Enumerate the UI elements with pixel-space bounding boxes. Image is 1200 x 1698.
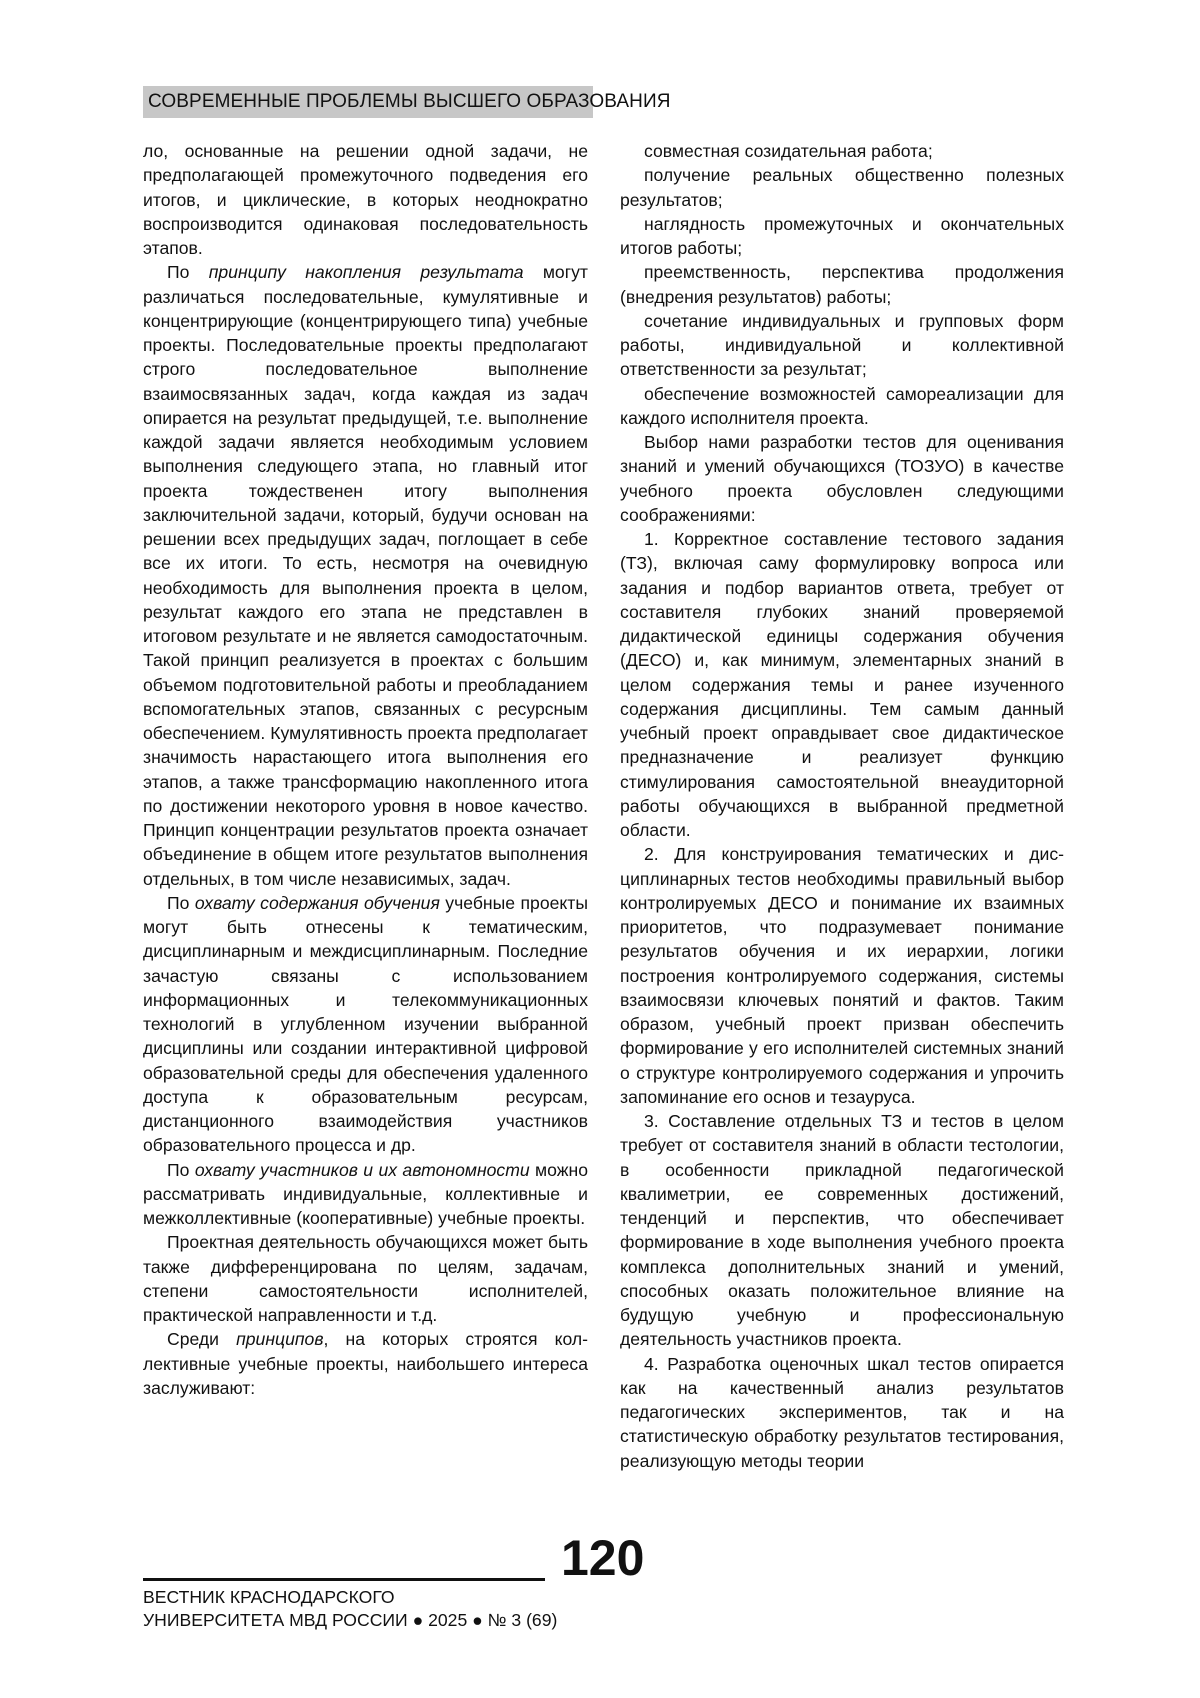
list-item: совместная созидательная работа;: [644, 141, 933, 161]
list-item: сочетание индивидуальных и групповых форм работы, индивидуальной и коллективной ответственности за результат;: [620, 310, 1064, 380]
list-item: получение реальных общественно полезных результатов;: [620, 165, 1064, 210]
journal-title-line-1: ВЕСТНИК КРАСНОДАРСКОГО: [143, 1587, 395, 1607]
paragraph: Выбор нами разработки тестов для оценивания знаний и умений обучающихся (ТОЗУО) в качестве учебного проекта обусловлен следующими соображениями:: [620, 432, 1064, 525]
footer-rule: [143, 1578, 545, 1581]
paragraph: По охвату содержания обучения учебные проекты могут быть отнесены к тематическим, дисциплинарным и междисциплинарным. Последние зачастую связаны с использованием информационных и телекоммуникационных технологий в углубленном изучении выбранной дисциплины или создании интерактивной цифровой образовательной среды для обеспечения удаленного доступа к образовательным ресурсам, дистанционного взаимодействия участников образовательного процесса и др.: [143, 892, 588, 1156]
page-number: 120: [561, 1530, 645, 1586]
list-item: преемственность, перспектива продолжения (внедрения результатов) работы;: [620, 262, 1064, 307]
paragraph: Проектная деятельность обучающихся может быть также дифференцирована по целям, задачам, степени самостоятельности исполнителей, практической направленности и т.д.: [143, 1232, 588, 1325]
journal-title-line-2: УНИВЕРСИТЕТА МВД РОССИИ ● 2025 ● № 3 (69): [143, 1610, 558, 1630]
list-item: обеспечение возможностей самореализации для каждого исполнителя проекта.: [620, 383, 1064, 428]
paragraph: 3. Составление отдельных ТЗ и тестов в целом требует от составителя знаний в области тестологии, в особенности прикладной педагогической квалиметрии, ее современных достижений, тенденций и перспектив, что обеспечивает формирование в ходе выполнения учебного проекта комплекса дополнительных знаний и умений, способных оказать положительное влияние на будущую учебную и профессиональную деятельность участников проекта.: [620, 1111, 1064, 1350]
left-column: [143, 139, 588, 1400]
paragraph: 4. Разработка оценочных шкал тестов опирается как на качественный анализ результатов педагогических экспериментов, так и на статистическую обработку результатов тестирования, реализующую методы теории: [620, 1353, 1064, 1471]
paragraph: 2. Для конструирования тематических и дисциплинарных тестов необходимы правильный выбор контролируемых ДЕСО и понимание их взаимных приоритетов, что подразумевает понимание результатов обучения и их иерархии, логики построения контролируемого содержания, системы взаимосвязи ключевых понятий и фактов. Таким образом, учебный проект призван обеспечить формирование у его исполнителей системных знаний о структуре контролируемого содержания и упрочить запоминание его основ и тезауруса.: [620, 844, 1064, 1107]
paragraph: По охвату участников и их автономности можно рассматривать индивидуальные, коллективные и межколлективные (кооперативные) учебные проекты.: [143, 1159, 589, 1228]
paragraph: ло, основанные на решении одной задачи, не предполагающей промежуточного подведения его итогов, и циклические, в которых неоднократно воспроизводится одинаковая последовательность этапов.: [143, 141, 588, 258]
section-title: СОВРЕМЕННЫЕ ПРОБЛЕМЫ ВЫСШЕГО ОБРАЗОВАНИЯ: [148, 91, 671, 112]
paragraph: Среди принципов, на которых строятся коллективные учебные проекты, наибольшего интереса заслуживают:: [143, 1329, 588, 1398]
paragraph: 1. Корректное составление тестового задания (ТЗ), включая саму формулировку вопроса или задания и подбор вариантов ответа, требует от составителя глубоких знаний проверяемой дидактической единицы содержания обучения (ДЕСО) и, как минимум, элементарных знаний в целом содержания темы и ранее изученного содержания дисциплины. Тем самым данный учебный проект оправдывает свое дидактическое предназначение и реализует функцию стимулирования самостоятельной внеаудиторной работы обучающихся в выбранной предметной области.: [620, 529, 1064, 840]
paragraph: По принципу накопления результата могут различаться последовательные, кумулятивные и концентрирующие (концентрирующего типа) учебные проекты. Последовательные проекты предполагают строго последовательное выполнение взаимосвязанных задач, когда каждая из задач опирается на результат предыдущей, т.е. выполнение каждой задачи является необходимым условием выполнения следующего этапа, но главный итог проекта тождественен итогу выполнения заключительной задачи, который, будучи основан на решении всех предыдущих задач, поглощает в себе все их итоги. То есть, несмотря на очевидную необходимость для выполнения проекта в целом, результат каждого его этапа не представлен в итоговом результате и не является самодостаточным. Такой принцип реализуется в проектах с большим объемом подготовительной работы и преобладанием вспомогательных этапов, связанных с ресурсным обеспечением. Кумулятивность проекта предполагает значимость нарастающего итога выполнения его этапов, а также трансформацию накопленного итога по достижении некоторого уровня в новое качество. Принцип концентрации результатов проекта означает объединение в общем итоге результатов выполнения отдельных, в том числе независимых, задач.: [143, 262, 588, 889]
right-column: [620, 139, 1064, 1473]
list-item: наглядность промежуточных и окончательных итогов работы;: [620, 213, 1064, 258]
